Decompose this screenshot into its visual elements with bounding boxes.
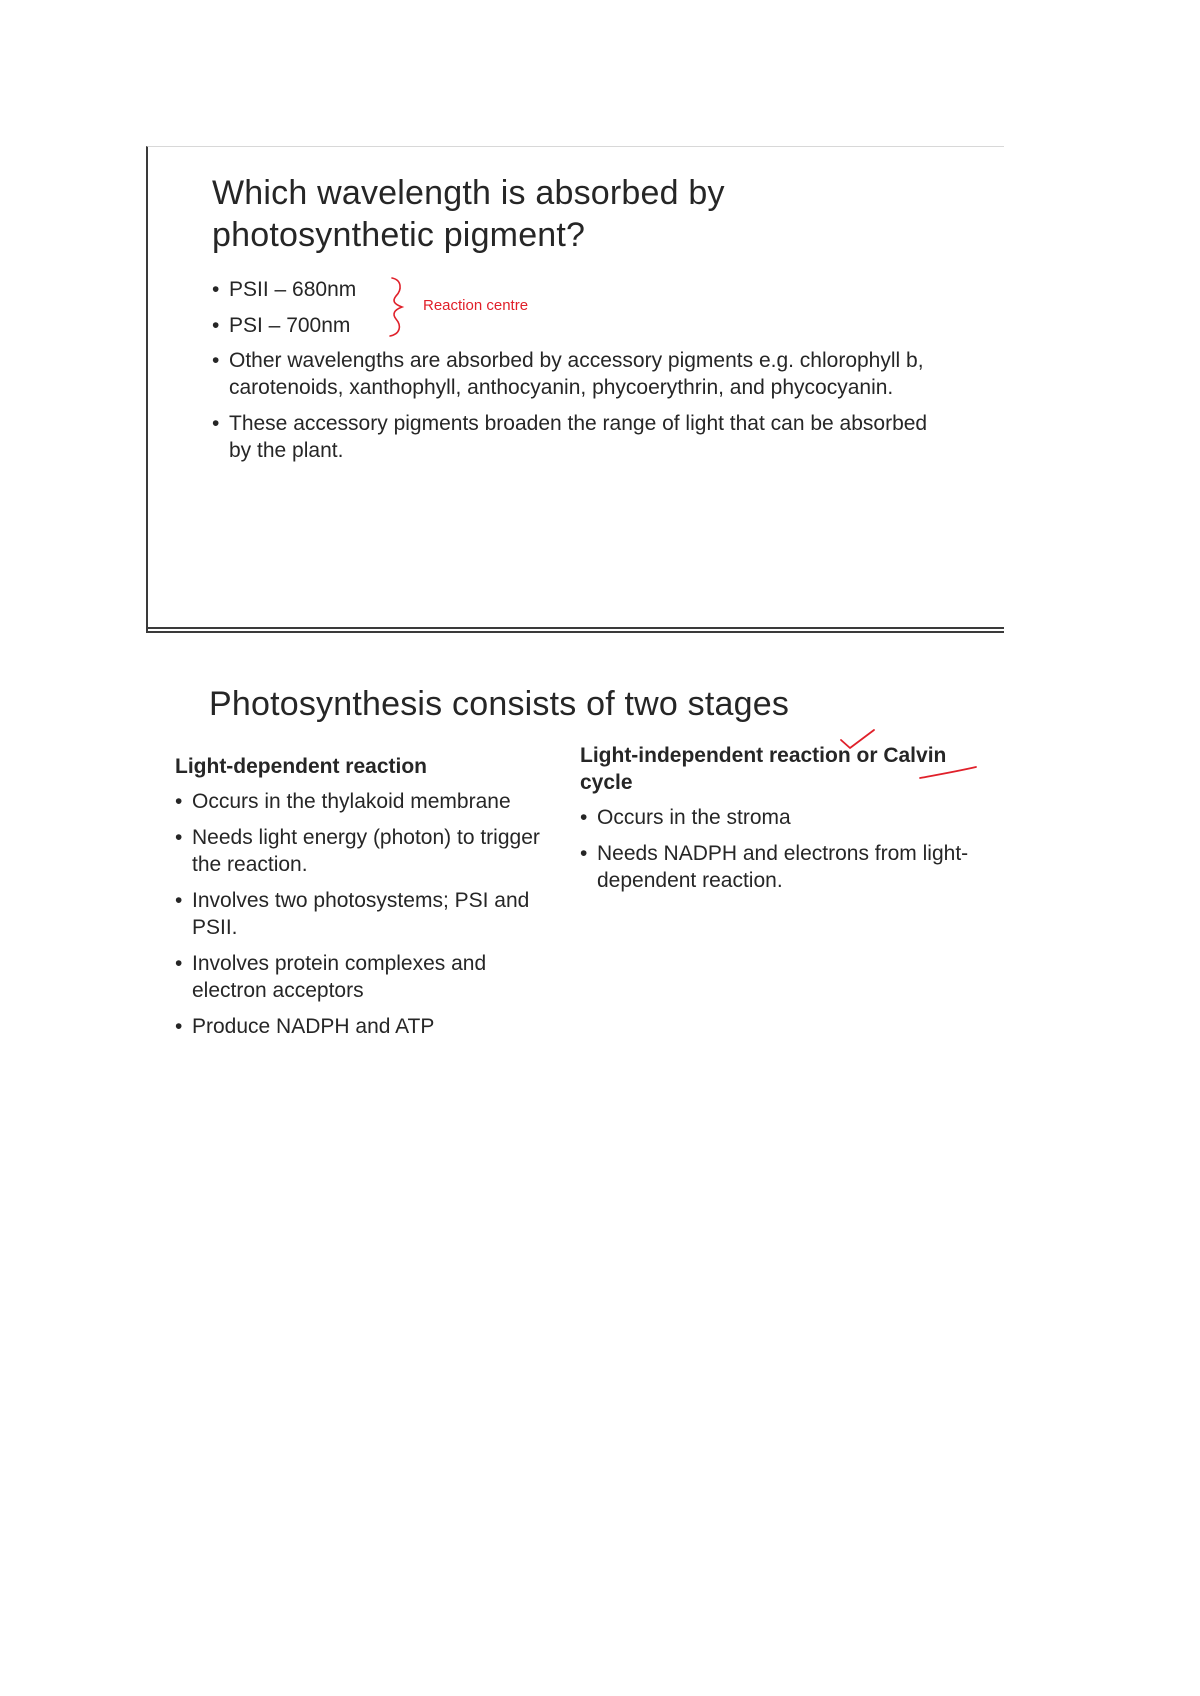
slide-2-title: Photosynthesis consists of two stages <box>209 685 790 723</box>
accessory-pigments-bullet: • Other wavelengths are absorbed by accessory pigments e.g. chlorophyll b, carotenoids, xanthophyll, anthocyanin, phycoerythrin, and phycocyanin. <box>212 347 952 401</box>
light-independent-bullet-list <box>580 804 980 903</box>
slide-1-title: Which wavelength is absorbed by photosynthetic pigment? <box>212 174 725 254</box>
handwritten-brace-mark <box>386 276 416 338</box>
list-item: • Involves protein complexes and electron acceptors <box>175 950 555 1004</box>
psii-bullet: • PSII – 680nm <box>212 276 356 303</box>
broaden-range-bullet: • These accessory pigments broaden the range of light that can be absorbed by the plant. <box>212 410 952 464</box>
handwritten-underline-mark <box>918 763 978 783</box>
reaction-centre-annotation: Reaction centre <box>423 297 529 314</box>
slide-1-bullet-list <box>212 347 952 473</box>
list-item: • Produce NADPH and ATP <box>175 1013 555 1040</box>
list-item: • Needs light energy (photon) to trigger the reaction. <box>175 824 555 878</box>
list-item: • Involves two photosystems; PSI and PSII. <box>175 887 555 941</box>
list-item: • Needs NADPH and electrons from light-dependent reaction. <box>580 840 980 894</box>
light-dependent-bullet-list <box>175 788 555 1049</box>
light-dependent-heading: Light-dependent reaction <box>175 755 427 778</box>
list-item: • Occurs in the thylakoid membrane <box>175 788 555 815</box>
psii-bullet-list <box>212 276 356 303</box>
list-item: • Occurs in the stroma <box>580 804 980 831</box>
handwritten-check-mark <box>838 728 878 752</box>
slide-1-bottom-border <box>146 627 1004 633</box>
psi-bullet: • PSI – 700nm <box>212 312 350 339</box>
psi-bullet-list <box>212 312 350 339</box>
light-independent-heading: Light-independent reaction or Calvin cycle <box>580 744 947 794</box>
